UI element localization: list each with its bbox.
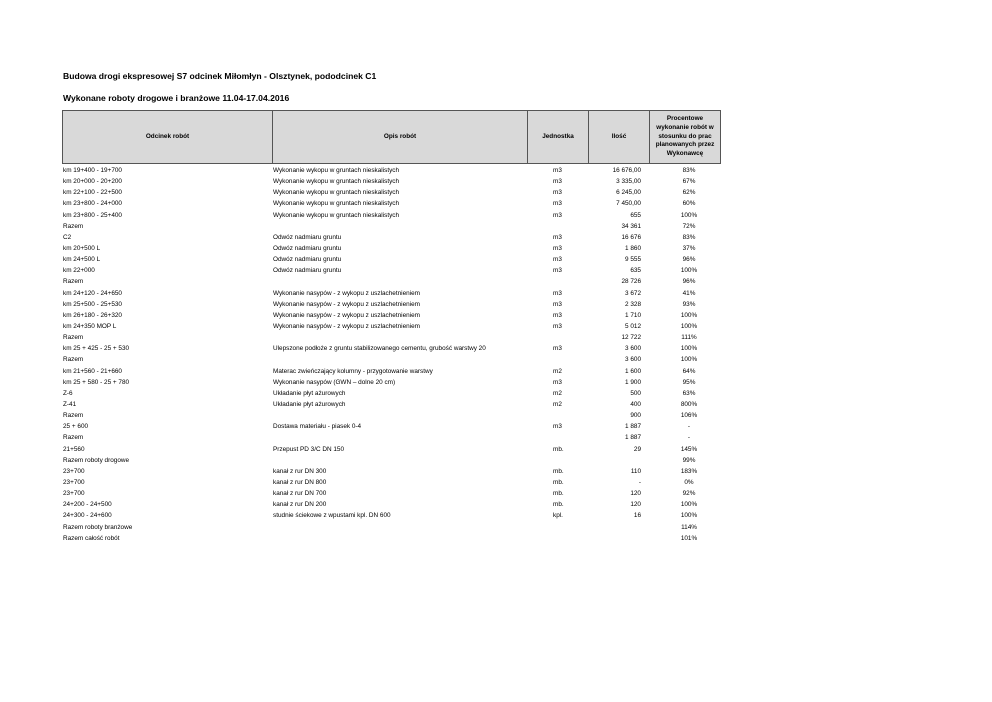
row-percent: 62% [682, 189, 696, 197]
header-unit: Jednostka [527, 110, 589, 164]
works-table [0, 165, 992, 544]
row-section: km 25 + 580 - 25 + 780 [63, 378, 130, 386]
row-unit: m3 [553, 178, 562, 186]
row-section: km 24+500 L [63, 256, 101, 264]
row-percent: - [687, 434, 691, 442]
row-unit: m3 [553, 423, 562, 431]
table-row [0, 388, 992, 399]
document-subtitle: Wykonane roboty drogowe i branżowe 11.04-17.04.2016 [63, 93, 290, 103]
row-description: Odwóz nadmiaru gruntu [273, 233, 342, 241]
row-section: Razem roboty branżowe [63, 523, 133, 531]
row-description: Ulepszone podłoże z gruntu stabilizowanego cementu, grubość warstwy 20 [273, 345, 486, 353]
table-row [0, 265, 992, 276]
row-section: Razem [63, 356, 84, 364]
row-unit: mb. [553, 445, 564, 453]
row-description: Przepust PD 3/C DN 150 [273, 445, 345, 453]
row-percent: 145% [680, 445, 698, 453]
row-description: Wykonanie nasypów - z wykopu z uszlachetnieniem [273, 311, 420, 319]
row-unit: m3 [553, 167, 562, 174]
row-quantity: 28 726 [621, 278, 641, 286]
row-quantity: 655 [630, 211, 641, 219]
row-percent: 111% [681, 334, 697, 342]
table-row [0, 499, 992, 510]
row-section: Razem [63, 334, 84, 342]
row-section: km 21+560 - 21+660 [63, 367, 122, 375]
row-unit: mb. [553, 490, 564, 498]
row-unit: m3 [553, 211, 562, 219]
row-section: km 24+350 MOP L [63, 322, 117, 330]
table-row [0, 366, 992, 377]
table-row [0, 176, 992, 187]
table-row [0, 399, 992, 410]
row-description: Odwóz nadmiaru gruntu [273, 244, 342, 252]
table-row [0, 210, 992, 221]
row-percent: 64% [682, 367, 696, 375]
row-unit: m2 [553, 389, 562, 397]
row-description: Wykonanie wykopu w gruntach nieskalistych [273, 211, 400, 219]
row-percent: 100% [680, 211, 698, 219]
row-percent: - [687, 423, 691, 431]
row-section: Razem roboty drogowe [63, 456, 130, 464]
row-description: Wykonanie nasypów (GWN – dolne 20 cm) [273, 378, 396, 386]
row-section: 25 + 600 [63, 423, 89, 431]
row-percent: 63% [682, 389, 696, 397]
header-description: Opis robót [272, 110, 528, 164]
row-quantity: 400 [630, 400, 641, 408]
row-description: Odwóz nadmiaru gruntu [273, 267, 342, 275]
row-unit: mb. [553, 501, 564, 509]
table-row [0, 310, 992, 321]
row-percent: 100% [680, 501, 698, 509]
table-row [0, 243, 992, 254]
row-percent: 99% [682, 456, 696, 464]
row-unit: m3 [553, 322, 562, 330]
row-section: Razem całość robót [63, 534, 120, 542]
row-description: Układanie płyt ażurowych [273, 400, 346, 408]
row-percent: 100% [680, 322, 698, 330]
row-quantity: 6 245,00 [616, 189, 641, 197]
table-row [0, 522, 992, 533]
table-row [0, 354, 992, 365]
row-percent: 41% [682, 289, 696, 297]
row-percent: 100% [680, 345, 698, 353]
row-percent: 83% [682, 167, 696, 174]
row-description: kanał z rur DN 200 [273, 501, 327, 509]
row-section: km 25 + 425 - 25 + 530 [63, 345, 130, 353]
table-row [0, 533, 992, 544]
row-section: Z-41 [63, 400, 77, 408]
row-description: studnie ściekowe z wpustami kpl. DN 600 [273, 512, 391, 520]
row-description: Układanie płyt ażurowych [273, 389, 346, 397]
row-percent: 101% [680, 534, 698, 542]
table-row [0, 421, 992, 432]
row-percent: 67% [682, 178, 696, 186]
table-row [0, 377, 992, 388]
row-quantity: 1 860 [625, 244, 641, 252]
row-description: Odwóz nadmiaru gruntu [273, 256, 342, 264]
row-percent: 100% [680, 311, 698, 319]
row-unit: m3 [553, 378, 562, 386]
table-row [0, 510, 992, 521]
row-unit: m3 [553, 267, 562, 275]
table-row [0, 321, 992, 332]
table-row [0, 254, 992, 265]
row-unit: m2 [553, 400, 562, 408]
row-unit: kpl. [553, 512, 563, 520]
row-quantity: 1 887 [625, 434, 641, 442]
row-percent: 100% [680, 267, 698, 275]
row-section: 24+200 - 24+500 [63, 501, 112, 509]
row-section: km 23+800 - 24+000 [63, 200, 122, 208]
row-unit: m3 [553, 244, 562, 252]
row-section: km 24+120 - 24+650 [63, 289, 122, 297]
row-quantity: 3 335,00 [616, 178, 641, 186]
row-section: 23+700 [63, 490, 85, 498]
table-row [0, 477, 992, 488]
row-unit: m3 [553, 189, 562, 197]
row-description: kanał z rur DN 800 [273, 478, 327, 486]
row-description: Wykonanie nasypów - z wykopu z uszlachetnieniem [273, 322, 420, 330]
row-percent: 83% [682, 233, 696, 241]
row-quantity: 120 [630, 490, 641, 498]
row-quantity: 16 676,00 [612, 167, 641, 174]
row-description: Wykonanie wykopu w gruntach nieskalistych [273, 189, 400, 197]
row-unit: m2 [553, 367, 562, 375]
row-quantity: 900 [630, 412, 641, 420]
row-quantity: 5 012 [625, 322, 641, 330]
header-quantity: Ilość [588, 110, 650, 164]
header-percent: Procentowe wykonanie robót w stosunku do prac planowanych przez Wykonawcę [649, 110, 721, 164]
row-unit: m3 [553, 289, 562, 297]
row-quantity: 16 676 [621, 233, 641, 241]
table-row [0, 488, 992, 499]
row-unit: mb. [553, 467, 564, 475]
row-percent: 800% [680, 400, 698, 408]
table-row [0, 432, 992, 443]
row-percent: 93% [682, 300, 696, 308]
row-section: 21+560 [63, 445, 85, 453]
row-quantity: 12 722 [621, 334, 641, 342]
table-row [0, 198, 992, 209]
row-unit: mb. [553, 478, 564, 486]
row-percent: 106% [680, 412, 698, 420]
row-description: Dostawa materiału - piasek 0-4 [273, 423, 362, 431]
row-percent: 92% [682, 490, 696, 498]
row-unit: m3 [553, 200, 562, 208]
row-quantity: 3 672 [625, 289, 641, 297]
header-section: Odcinek robót [62, 110, 273, 164]
row-quantity: 120 [630, 501, 641, 509]
row-quantity: 3 600 [625, 356, 641, 364]
row-section: km 19+400 - 19+700 [63, 167, 122, 174]
row-quantity: 1 600 [625, 367, 641, 375]
row-quantity: - [638, 478, 641, 486]
row-quantity: 1 710 [625, 311, 641, 319]
row-unit: m3 [553, 256, 562, 264]
row-quantity: 34 361 [621, 222, 641, 230]
row-percent: 114% [681, 523, 697, 531]
table-row [0, 288, 992, 299]
table-row [0, 455, 992, 466]
row-section: km 20+000 - 20+200 [63, 178, 122, 186]
row-quantity: 500 [630, 389, 641, 397]
table-row [0, 221, 992, 232]
table-row [0, 187, 992, 198]
row-description: Wykonanie wykopu w gruntach nieskalistych [273, 200, 400, 208]
row-percent: 60% [682, 200, 696, 208]
row-percent: 96% [682, 256, 696, 264]
row-percent: 96% [682, 278, 696, 286]
table-row [0, 232, 992, 243]
row-section: km 23+800 - 25+400 [63, 211, 122, 219]
row-section: km 22+100 - 22+500 [63, 189, 122, 197]
row-section: km 22+000 [63, 267, 95, 275]
row-unit: m3 [553, 300, 562, 308]
row-quantity: 16 [633, 512, 641, 520]
row-description: kanał z rur DN 300 [273, 467, 327, 475]
row-section: 23+700 [63, 478, 85, 486]
row-percent: 95% [682, 378, 696, 386]
row-quantity: 9 555 [625, 256, 641, 264]
row-quantity: 1 887 [625, 423, 641, 431]
row-unit: m3 [553, 345, 562, 353]
row-section: 24+300 - 24+600 [63, 512, 112, 520]
row-percent: 100% [680, 512, 698, 520]
row-quantity: 1 900 [625, 378, 641, 386]
table-row [0, 299, 992, 310]
row-quantity: 3 600 [625, 345, 641, 353]
table-row [0, 466, 992, 477]
row-section: Razem [63, 412, 84, 420]
row-description: Wykonanie nasypów - z wykopu z uszlachetnieniem [273, 300, 420, 308]
row-description: Materac zwieńczający kolumny - przygotowanie warstwy [273, 367, 433, 375]
row-section: 23+700 [63, 467, 85, 475]
table-row [0, 444, 992, 455]
row-description: Wykonanie wykopu w gruntach nieskalistych [273, 167, 400, 174]
row-section: C2 [63, 233, 72, 241]
table-row [0, 410, 992, 421]
table-row [0, 343, 992, 354]
row-section: Razem [63, 278, 84, 286]
row-quantity: 7 450,00 [616, 200, 641, 208]
row-section: km 25+500 - 25+530 [63, 300, 122, 308]
row-quantity: 110 [630, 467, 641, 475]
row-unit: m3 [553, 311, 562, 319]
row-section: Z-6 [63, 389, 73, 397]
row-percent: 37% [682, 244, 696, 252]
row-quantity: 29 [633, 445, 641, 453]
row-section: Razem [63, 222, 84, 230]
row-section: km 20+500 L [63, 244, 101, 252]
row-quantity: 635 [630, 267, 641, 275]
document-title: Budowa drogi ekspresowej S7 odcinek Miłomłyn - Olsztynek, pododcinek C1 [63, 71, 377, 81]
row-percent: 72% [682, 222, 696, 230]
row-quantity: 2 328 [625, 300, 641, 308]
table-row [0, 276, 992, 287]
row-section: km 26+180 - 26+320 [63, 311, 122, 319]
row-description: kanał z rur DN 700 [273, 490, 327, 498]
row-percent: 0% [684, 478, 694, 486]
row-description: Wykonanie wykopu w gruntach nieskalistych [273, 178, 400, 186]
row-section: Razem [63, 434, 84, 442]
table-row [0, 332, 992, 343]
row-unit: m3 [553, 233, 562, 241]
row-description: Wykonanie nasypów - z wykopu z uszlachetnieniem [273, 289, 420, 297]
row-percent: 183% [680, 467, 698, 475]
table-row [0, 165, 992, 176]
row-percent: 100% [680, 356, 698, 364]
